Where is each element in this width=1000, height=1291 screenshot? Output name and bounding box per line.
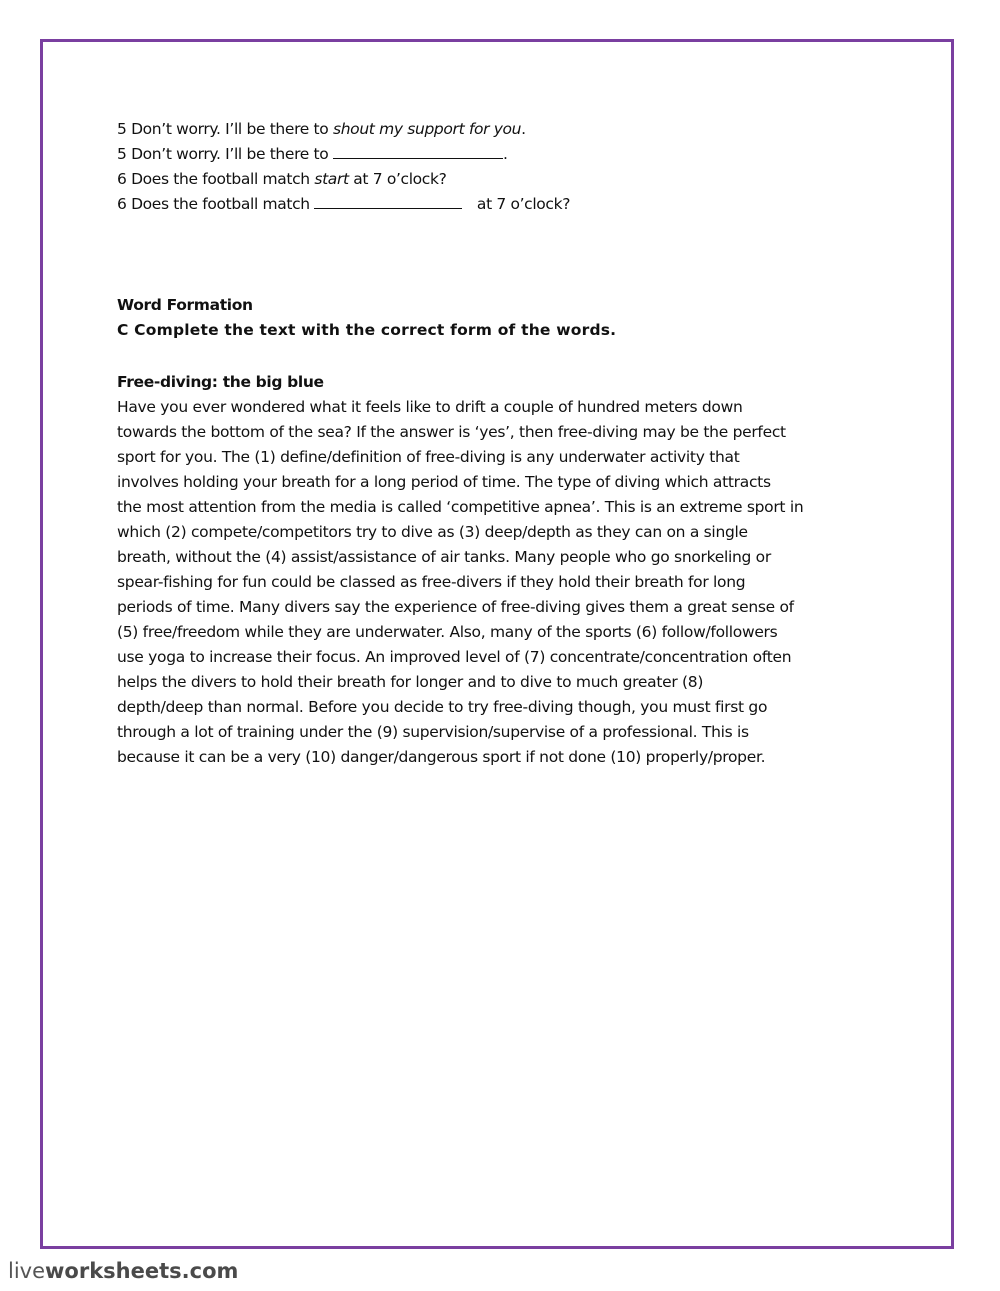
section-title: Word Formation <box>117 296 253 314</box>
passage-line: use yoga to increase their focus. An improved level of (7) concentrate/concentration often <box>117 648 792 666</box>
answer-blank[interactable] <box>314 195 462 209</box>
passage-line: breath, without the (4) assist/assistance of air tanks. Many people who go snorkeling or <box>117 548 771 566</box>
passage-line: periods of time. Many divers say the experience of free-diving gives them a great sense of <box>117 598 794 616</box>
passage-line: spear-fishing for fun could be classed as free-divers if they hold their breath for long <box>117 573 746 591</box>
passage-line: which (2) compete/competitors try to dive as (3) deep/depth as they can on a single <box>117 523 748 541</box>
passage-line: towards the bottom of the sea? If the answer is ‘yes’, then free-diving may be the perfect <box>117 423 786 441</box>
section-instruction: C Complete the text with the correct form of the words. <box>117 321 617 339</box>
passage-line: involves holding your breath for a long period of time. The type of diving which attracts <box>117 473 771 491</box>
passage-line: (5) free/freedom while they are underwater. Also, many of the sports (6) follow/followers <box>117 623 778 641</box>
sentence-5-rewrite: 5 Don’t worry. I’ll be there to . <box>117 145 508 163</box>
passage-line: the most attention from the media is called ‘competitive apnea’. This is an extreme sport in <box>117 498 804 516</box>
passage-text <box>117 395 897 770</box>
sentence-5-original: 5 Don’t worry. I’ll be there to shout my support for you. <box>117 120 526 138</box>
passage-line: because it can be a very (10) danger/dangerous sport if not done (10) properly/proper. <box>117 748 766 766</box>
liveworksheets-logo[interactable]: liveworksheets.com <box>8 1259 239 1283</box>
sentence-6-original: 6 Does the football match start at 7 o’clock? <box>117 170 447 188</box>
passage-line: helps the divers to hold their breath for longer and to dive to much greater (8) <box>117 673 704 691</box>
passage-line: through a lot of training under the (9) supervision/supervise of a professional. This is <box>117 723 749 741</box>
passage-line: depth/deep than normal. Before you decide to try free-diving though, you must first go <box>117 698 768 716</box>
passage-title: Free-diving: the big blue <box>117 373 324 391</box>
sentence-6-rewrite: 6 Does the football match at 7 o’clock? <box>117 195 571 213</box>
passage-line: sport for you. The (1) define/definition of free-diving is any underwater activity that <box>117 448 740 466</box>
worksheet-content <box>117 117 897 770</box>
answer-blank[interactable] <box>333 145 503 159</box>
passage-line: Have you ever wondered what it feels like to drift a couple of hundred meters down <box>117 398 743 416</box>
